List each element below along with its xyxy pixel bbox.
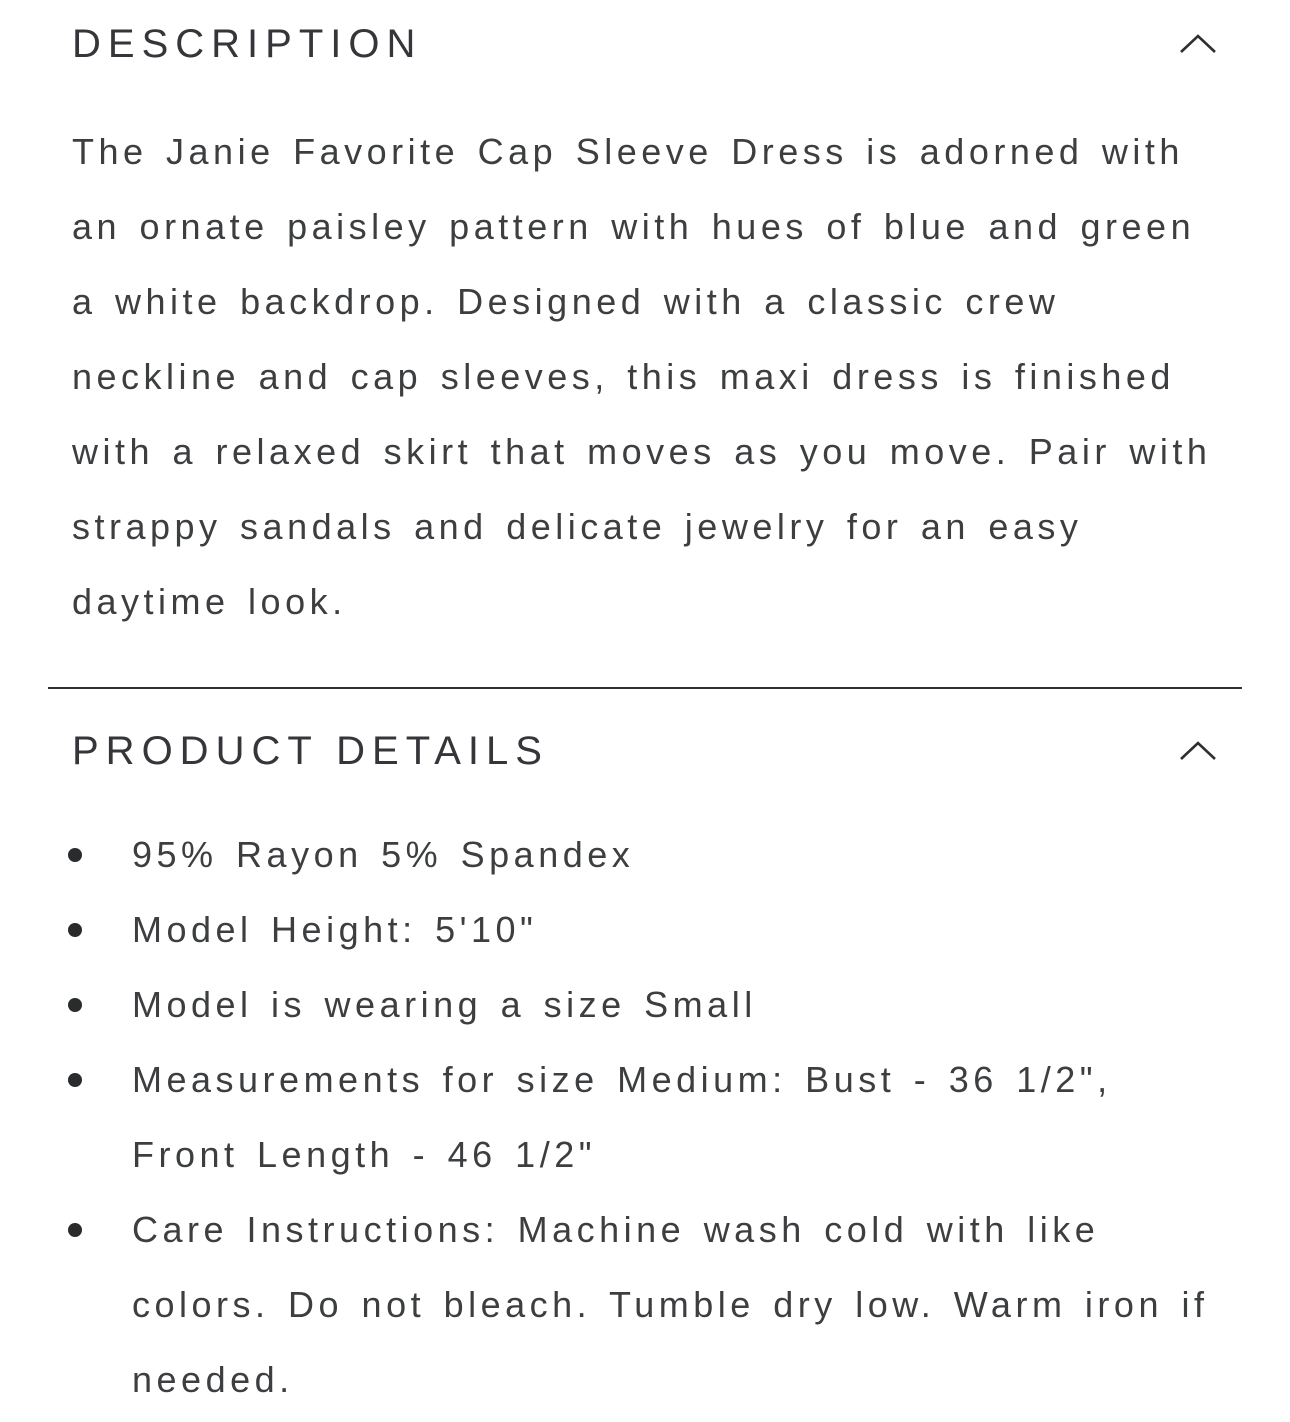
bullet-icon [68,923,82,937]
product-details-section-title: PRODUCT DETAILS [72,729,549,773]
product-detail-text: Measurements for size Medium: Bust - 36 1/2", Front Length - 46 1/2" [132,1059,1112,1175]
product-detail-item [72,892,1218,967]
product-details-collapse-button[interactable] [1178,740,1218,762]
product-details-list [72,817,1218,1422]
description-text: The Janie Favorite Cap Sleeve Dress is adorned with an ornate paisley pattern with hues of blue and green a white backdrop. Designed with a classic crew neckline and cap sleeves, this maxi dress is finished with a relaxed skirt that moves as you move. Pair with strappy sandals and delicate jewelry for an easy daytime look. [72,131,1212,622]
bullet-icon [68,998,82,1012]
product-detail-text: Model is wearing a size Small [132,984,757,1025]
bullet-icon [68,848,82,862]
product-detail-text: Care Instructions: Machine wash cold with like colors. Do not bleach. Tumble dry low. Warm iron if needed. [132,1209,1209,1400]
product-detail-item [72,1192,1218,1417]
description-collapse-button[interactable] [1178,33,1218,55]
bullet-icon [68,1223,82,1237]
product-detail-item [72,1042,1218,1192]
product-details-accordion-header[interactable] [72,727,1218,775]
section-divider [48,687,1242,689]
chevron-up-icon [1178,33,1218,55]
product-detail-text: 95% Rayon 5% Spandex [132,834,635,875]
product-detail-item [72,967,1218,1042]
bullet-icon [68,1073,82,1087]
product-details-section [72,727,1218,1422]
description-section-title: DESCRIPTION [72,22,423,66]
chevron-up-icon [1178,740,1218,762]
product-detail-text: Model Height: 5'10" [132,909,538,950]
description-accordion-header[interactable] [72,20,1218,68]
product-detail-item [72,817,1218,892]
description-section [72,20,1218,639]
